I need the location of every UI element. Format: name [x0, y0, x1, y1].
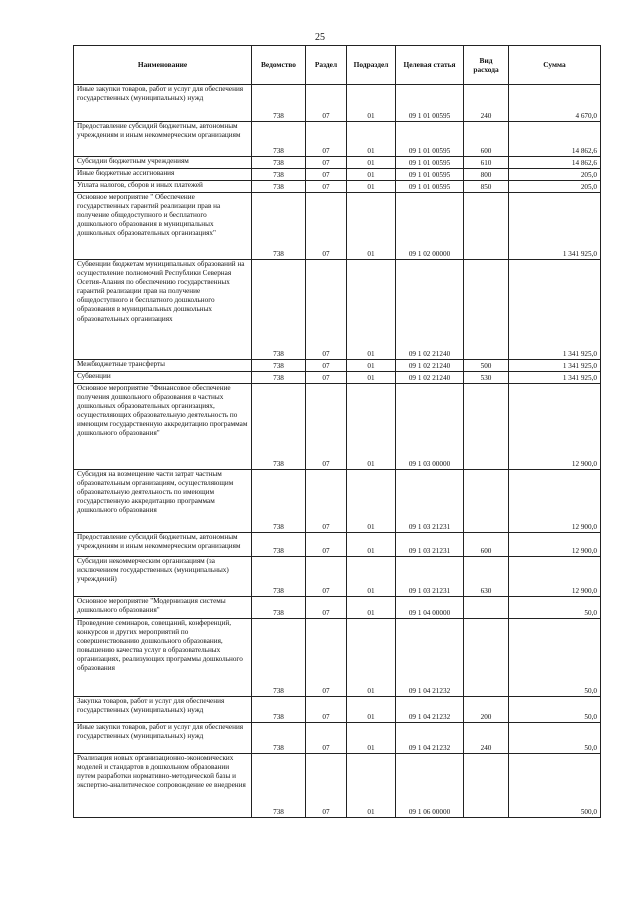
row-dept: 738	[252, 754, 306, 818]
table-header-row	[74, 46, 601, 85]
row-target: 09 1 01 00595	[396, 122, 464, 157]
header-amount: Сумма	[509, 46, 601, 85]
row-expense-type: 240	[464, 85, 509, 122]
row-amount: 50,0	[509, 723, 601, 754]
row-name: Предоставление субсидий бюджетным, автономным учреждениям и иным некоммерческим организациям	[74, 533, 252, 557]
row-section: 07	[306, 372, 347, 384]
row-dept: 738	[252, 723, 306, 754]
row-amount: 14 862,6	[509, 122, 601, 157]
header-dept: Ведомство	[252, 46, 306, 85]
row-dept: 738	[252, 384, 306, 470]
row-amount: 4 670,0	[509, 85, 601, 122]
row-name: Проведение семинаров, совещаний, конференций, конкурсов и других мероприятий по совершенствованию дошкольного образования, повышению качества услуг в образовательных организациях, реализующих программы дошкольного образования	[74, 619, 252, 697]
header-name: Наименование	[74, 46, 252, 85]
row-target: 09 1 03 00000	[396, 384, 464, 470]
row-amount: 14 862,6	[509, 157, 601, 169]
row-subsection: 01	[347, 597, 396, 619]
table-row	[74, 169, 601, 181]
header-section: Раздел	[306, 46, 347, 85]
row-dept: 738	[252, 85, 306, 122]
row-dept: 738	[252, 697, 306, 723]
row-name: Иные закупки товаров, работ и услуг для обеспечения государственных (муниципальных) нужд	[74, 723, 252, 754]
row-amount: 205,0	[509, 181, 601, 193]
row-target: 09 1 04 21232	[396, 619, 464, 697]
row-expense-type: 200	[464, 697, 509, 723]
row-subsection: 01	[347, 360, 396, 372]
row-expense-type: 600	[464, 533, 509, 557]
row-subsection: 01	[347, 723, 396, 754]
row-expense-type	[464, 470, 509, 533]
row-dept: 738	[252, 157, 306, 169]
row-name: Основное мероприятие "Финансовое обеспечение получения дошкольного образования в частных дошкольных образовательных организациях, осуществляющих образовательную деятельность по имеющим государственную аккредитацию программам дошкольного образования"	[74, 384, 252, 470]
row-name: Субвенции	[74, 372, 252, 384]
table-row	[74, 260, 601, 360]
row-section: 07	[306, 85, 347, 122]
row-name: Субсидия на возмещение части затрат частным образовательным организациям, осуществляющим образовательную деятельность по имеющим государственную аккредитацию программам дошкольного образования	[74, 470, 252, 533]
row-section: 07	[306, 384, 347, 470]
row-section: 07	[306, 169, 347, 181]
row-target: 09 1 04 21232	[396, 723, 464, 754]
row-target: 09 1 02 21240	[396, 360, 464, 372]
row-name: Субсидии некоммерческим организациям (за исключением государственных (муниципальных) учреждений)	[74, 557, 252, 597]
row-target: 09 1 03 21231	[396, 557, 464, 597]
row-dept: 738	[252, 533, 306, 557]
row-subsection: 01	[347, 557, 396, 597]
row-subsection: 01	[347, 181, 396, 193]
row-expense-type: 630	[464, 557, 509, 597]
row-subsection: 01	[347, 193, 396, 260]
row-name: Основное мероприятие "Модернизация системы дошкольного образования"	[74, 597, 252, 619]
row-subsection: 01	[347, 169, 396, 181]
row-subsection: 01	[347, 533, 396, 557]
table-row	[74, 533, 601, 557]
table-row	[74, 181, 601, 193]
table-row	[74, 619, 601, 697]
row-target: 09 1 04 00000	[396, 597, 464, 619]
row-subsection: 01	[347, 85, 396, 122]
row-expense-type	[464, 260, 509, 360]
row-section: 07	[306, 754, 347, 818]
row-section: 07	[306, 181, 347, 193]
row-name: Межбюджетные трансферты	[74, 360, 252, 372]
row-name: Закупка товаров, работ и услуг для обеспечения государственных (муниципальных) нужд	[74, 697, 252, 723]
row-target: 09 1 01 00595	[396, 169, 464, 181]
row-target: 09 1 01 00595	[396, 181, 464, 193]
row-section: 07	[306, 557, 347, 597]
table-row	[74, 470, 601, 533]
row-target: 09 1 02 00000	[396, 193, 464, 260]
row-target: 09 1 02 21240	[396, 260, 464, 360]
row-name: Основное мероприятие " Обеспечение государственных гарантий реализации прав на получение общедоступного и бесплатного дошкольного образования в муниципальных дошкольных образовательных организациях"	[74, 193, 252, 260]
row-expense-type	[464, 619, 509, 697]
row-target: 09 1 03 21231	[396, 533, 464, 557]
row-dept: 738	[252, 169, 306, 181]
row-dept: 738	[252, 193, 306, 260]
row-target: 09 1 03 21231	[396, 470, 464, 533]
table-row	[74, 85, 601, 122]
row-expense-type	[464, 597, 509, 619]
row-dept: 738	[252, 360, 306, 372]
row-dept: 738	[252, 619, 306, 697]
budget-table	[73, 45, 601, 818]
row-amount: 12 900,0	[509, 533, 601, 557]
row-amount: 500,0	[509, 754, 601, 818]
row-amount: 1 341 925,0	[509, 193, 601, 260]
table-row	[74, 360, 601, 372]
row-expense-type: 240	[464, 723, 509, 754]
row-target: 09 1 01 00595	[396, 157, 464, 169]
row-dept: 738	[252, 557, 306, 597]
row-expense-type: 850	[464, 181, 509, 193]
row-subsection: 01	[347, 384, 396, 470]
row-name: Субвенции бюджетам муниципальных образований на осуществление полномочий Республики Северная Осетия-Алания по обеспечению государственных гарантий реализации прав на получение общедоступного и бесплатного дошкольного образования в муниципальных дошкольных образовательных организациях	[74, 260, 252, 360]
row-expense-type: 600	[464, 122, 509, 157]
table-row	[74, 723, 601, 754]
row-target: 09 1 02 21240	[396, 372, 464, 384]
row-section: 07	[306, 533, 347, 557]
row-amount: 1 341 925,0	[509, 360, 601, 372]
row-name: Предоставление субсидий бюджетным, автономным учреждениям и иным некоммерческим организациям	[74, 122, 252, 157]
table-row	[74, 754, 601, 818]
row-expense-type: 800	[464, 169, 509, 181]
row-expense-type	[464, 754, 509, 818]
table-row	[74, 372, 601, 384]
header-subsection: Подраздел	[347, 46, 396, 85]
row-subsection: 01	[347, 697, 396, 723]
row-amount: 1 341 925,0	[509, 260, 601, 360]
row-dept: 738	[252, 372, 306, 384]
table-row	[74, 697, 601, 723]
row-expense-type: 500	[464, 360, 509, 372]
row-section: 07	[306, 723, 347, 754]
table-row	[74, 597, 601, 619]
row-amount: 12 900,0	[509, 557, 601, 597]
row-expense-type	[464, 384, 509, 470]
row-section: 07	[306, 597, 347, 619]
row-expense-type: 610	[464, 157, 509, 169]
row-subsection: 01	[347, 754, 396, 818]
row-section: 07	[306, 260, 347, 360]
row-dept: 738	[252, 260, 306, 360]
row-amount: 12 900,0	[509, 384, 601, 470]
row-section: 07	[306, 193, 347, 260]
row-expense-type: 530	[464, 372, 509, 384]
row-section: 07	[306, 122, 347, 157]
row-subsection: 01	[347, 157, 396, 169]
row-dept: 738	[252, 597, 306, 619]
row-subsection: 01	[347, 260, 396, 360]
row-amount: 1 341 925,0	[509, 372, 601, 384]
page-number: 25	[315, 32, 325, 43]
row-target: 09 1 06 00000	[396, 754, 464, 818]
row-section: 07	[306, 157, 347, 169]
row-name: Уплата налогов, сборов и иных платежей	[74, 181, 252, 193]
row-subsection: 01	[347, 122, 396, 157]
header-expense-type: Вид расхода	[464, 46, 509, 85]
row-dept: 738	[252, 470, 306, 533]
row-name: Иные бюджетные ассигнования	[74, 169, 252, 181]
row-name: Реализация новых организационно-экономических моделей и стандартов в дошкольном образовании путем разработки нормативно-методической базы и экспертно-аналитическое сопровождение ее внедрения	[74, 754, 252, 818]
row-subsection: 01	[347, 619, 396, 697]
row-section: 07	[306, 470, 347, 533]
row-dept: 738	[252, 122, 306, 157]
row-name: Иные закупки товаров, работ и услуг для обеспечения государственных (муниципальных) нужд	[74, 85, 252, 122]
row-target: 09 1 01 00595	[396, 85, 464, 122]
row-amount: 12 900,0	[509, 470, 601, 533]
table-row	[74, 193, 601, 260]
header-target: Целевая статья	[396, 46, 464, 85]
row-section: 07	[306, 697, 347, 723]
row-dept: 738	[252, 181, 306, 193]
row-subsection: 01	[347, 372, 396, 384]
table-row	[74, 557, 601, 597]
row-target: 09 1 04 21232	[396, 697, 464, 723]
row-amount: 50,0	[509, 619, 601, 697]
row-amount: 50,0	[509, 697, 601, 723]
table-row	[74, 384, 601, 470]
row-amount: 205,0	[509, 169, 601, 181]
row-name: Субсидии бюджетным учреждениям	[74, 157, 252, 169]
row-amount: 50,0	[509, 597, 601, 619]
table-row	[74, 157, 601, 169]
row-section: 07	[306, 619, 347, 697]
row-subsection: 01	[347, 470, 396, 533]
row-expense-type	[464, 193, 509, 260]
row-section: 07	[306, 360, 347, 372]
table-row	[74, 122, 601, 157]
